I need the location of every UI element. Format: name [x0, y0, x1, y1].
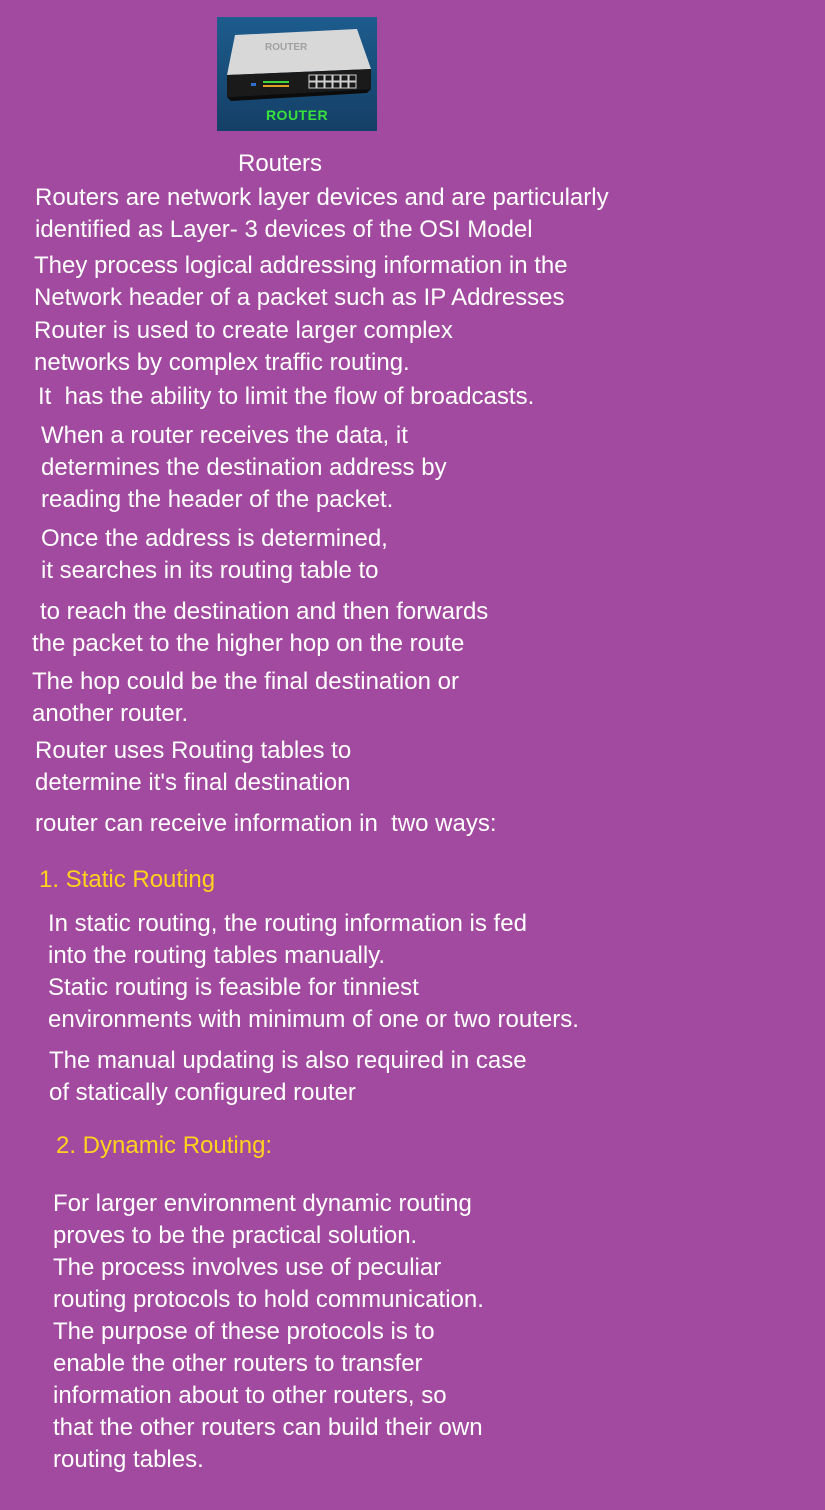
dynamic-line: The purpose of these protocols is to [53, 1318, 435, 1345]
dynamic-line: routing tables. [53, 1446, 204, 1473]
intro-line: identified as Layer- 3 devices of the OSI Model [35, 216, 533, 243]
intro-line: Once the address is determined, [41, 525, 388, 552]
intro-line: reading the header of the packet. [41, 486, 394, 513]
device-label: ROUTER [265, 42, 308, 53]
dynamic-line: For larger environment dynamic routing [53, 1190, 472, 1217]
dynamic-line: enable the other routers to transfer [53, 1350, 423, 1377]
intro-line: it searches in its routing table to [41, 557, 379, 584]
intro-line: Router uses Routing tables to [35, 737, 352, 764]
static-line: into the routing tables manually. [48, 942, 386, 969]
static-line: The manual updating is also required in case [49, 1047, 527, 1074]
router-image [217, 17, 377, 131]
intro-line: determines the destination address by [41, 454, 447, 481]
dynamic-line: proves to be the practical solution. [53, 1222, 418, 1249]
router-caption: ROUTER [265, 107, 329, 123]
dynamic-routing-heading: 2. Dynamic Routing: [56, 1132, 273, 1159]
intro-line: networks by complex traffic routing. [34, 349, 410, 376]
page-title: Routers [238, 150, 323, 177]
static-line: Static routing is feasible for tinniest [48, 974, 419, 1001]
intro-line: When a router receives the data, it [41, 422, 408, 449]
static-line: environments with minimum of one or two routers. [48, 1006, 579, 1033]
intro-line: They process logical addressing information in the [34, 252, 568, 279]
intro-line: another router. [32, 700, 189, 727]
intro-line: the packet to the higher hop on the route [32, 630, 465, 657]
static-routing-heading: 1. Static Routing [39, 866, 216, 893]
intro-line: determine it's final destination [35, 769, 351, 796]
static-line: In static routing, the routing information is fed [48, 910, 527, 937]
intro-line: to reach the destination and then forwards [40, 598, 489, 625]
intro-line: router can receive information in two ways: [35, 810, 497, 837]
intro-line: Routers are network layer devices and are particularly [35, 184, 609, 211]
dynamic-line: that the other routers can build their own [53, 1414, 483, 1441]
intro-line: Network header of a packet such as IP Addresses [34, 284, 565, 311]
dynamic-line: routing protocols to hold communication. [53, 1286, 484, 1313]
dynamic-line: information about to other routers, so [53, 1382, 447, 1409]
intro-line: Router is used to create larger complex [34, 317, 453, 344]
static-line: of statically configured router [49, 1079, 356, 1106]
intro-line: It has the ability to limit the flow of broadcasts. [38, 383, 535, 410]
dynamic-line: The process involves use of peculiar [53, 1254, 442, 1281]
intro-line: The hop could be the final destination or [32, 668, 459, 695]
